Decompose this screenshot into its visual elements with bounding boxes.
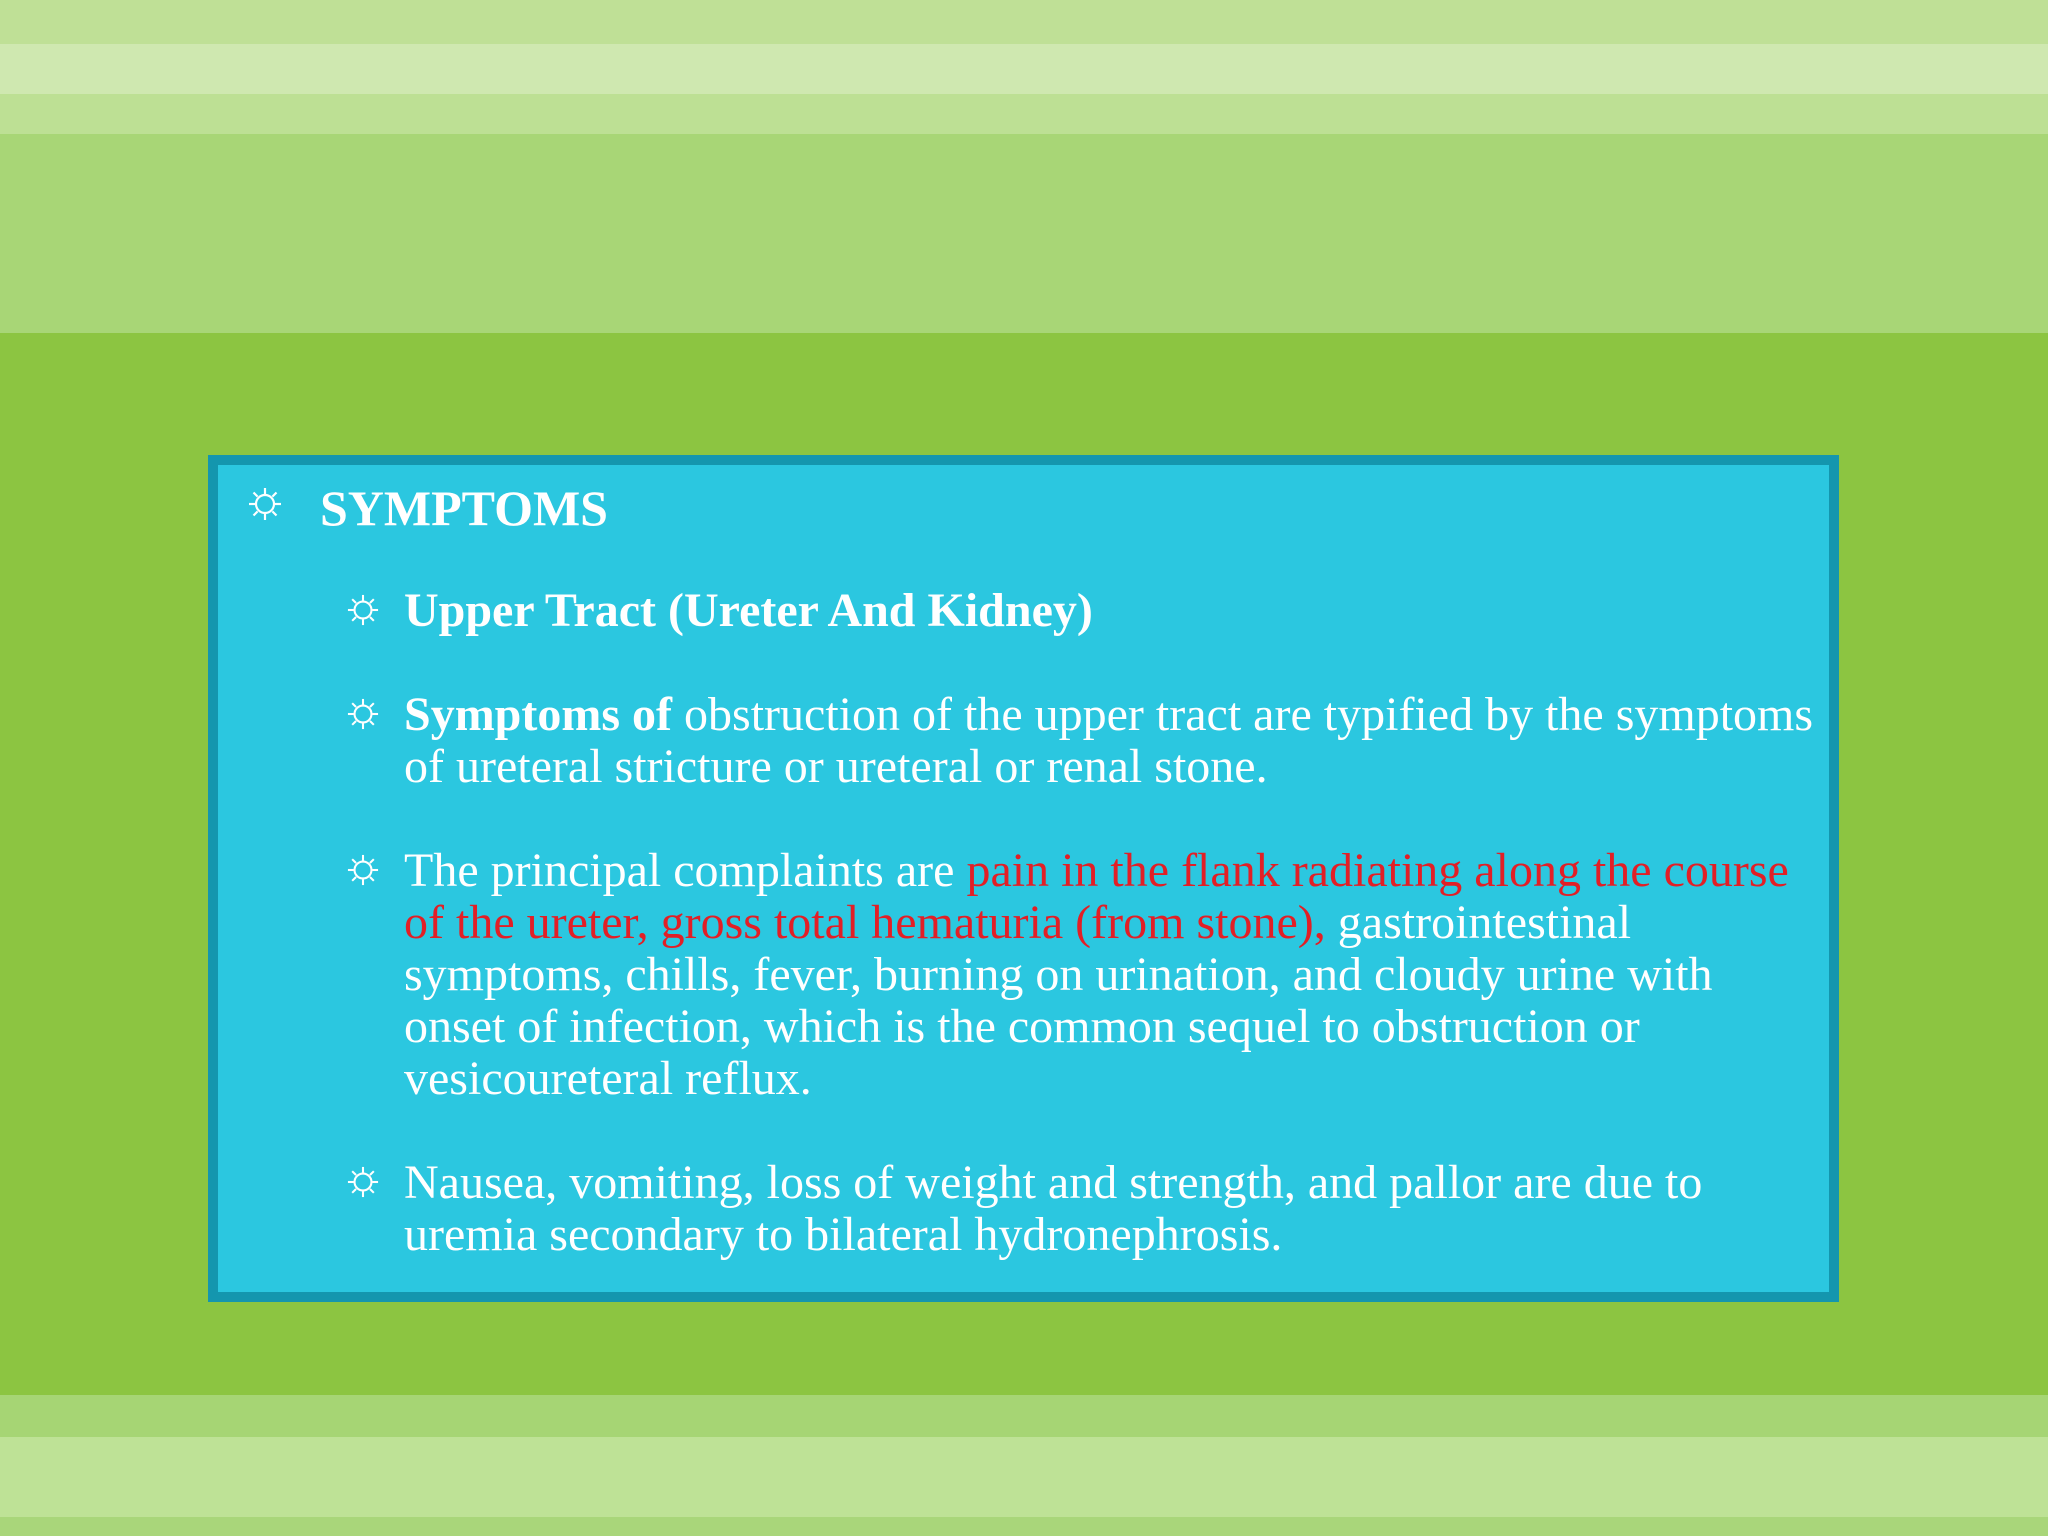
bullet-text: Nausea, vomiting, loss of weight and strength, and pallor are due to uremia secondary to bilateral hydronephrosis. <box>404 1156 1703 1261</box>
sun-outline-icon <box>346 853 380 887</box>
title-area-band <box>0 134 2048 333</box>
bullet-lead-text: Symptoms of <box>404 688 673 741</box>
content-box <box>208 455 1839 1302</box>
top-stripe-1 <box>0 0 2048 44</box>
top-stripe-3 <box>0 94 2048 134</box>
sun-outline-icon <box>248 487 282 521</box>
heading-text: SYMPTOMS <box>320 480 608 536</box>
bullet-text <box>404 689 1824 793</box>
bullet-body-text: obstruction of the upper tract are typified by the symptoms of ureteral stricture or ureteral or renal stone. <box>404 688 1814 793</box>
sun-outline-icon <box>346 697 380 731</box>
bullet-lead-text: The principal complaints are <box>404 844 967 897</box>
bottom-stripe-2 <box>0 1437 2048 1517</box>
bottom-stripe-1 <box>0 1395 2048 1437</box>
sun-outline-icon <box>346 1165 380 1199</box>
top-stripe-2 <box>0 44 2048 94</box>
bullet-item <box>346 1157 1826 1265</box>
section-heading <box>248 479 1808 539</box>
bullet-item <box>346 689 1826 797</box>
bullet-item <box>346 845 1826 1109</box>
bottom-stripe-3 <box>0 1517 2048 1536</box>
bullet-text: Upper Tract (Ureter And Kidney) <box>404 584 1093 637</box>
bullet-text <box>404 845 1824 1105</box>
sun-outline-icon <box>346 593 380 627</box>
bullet-item <box>346 585 1826 641</box>
highlighted-text: pain in the flank radiating along the course of the ureter, gross total hematuria (from stone), <box>404 844 1789 949</box>
bullet-body-text: gastrointestinal symptoms, chills, fever, burning on urination, and cloudy urine with onset of infection, which is the common sequel to obstruction or vesicoureteral reflux. <box>404 896 1713 1105</box>
